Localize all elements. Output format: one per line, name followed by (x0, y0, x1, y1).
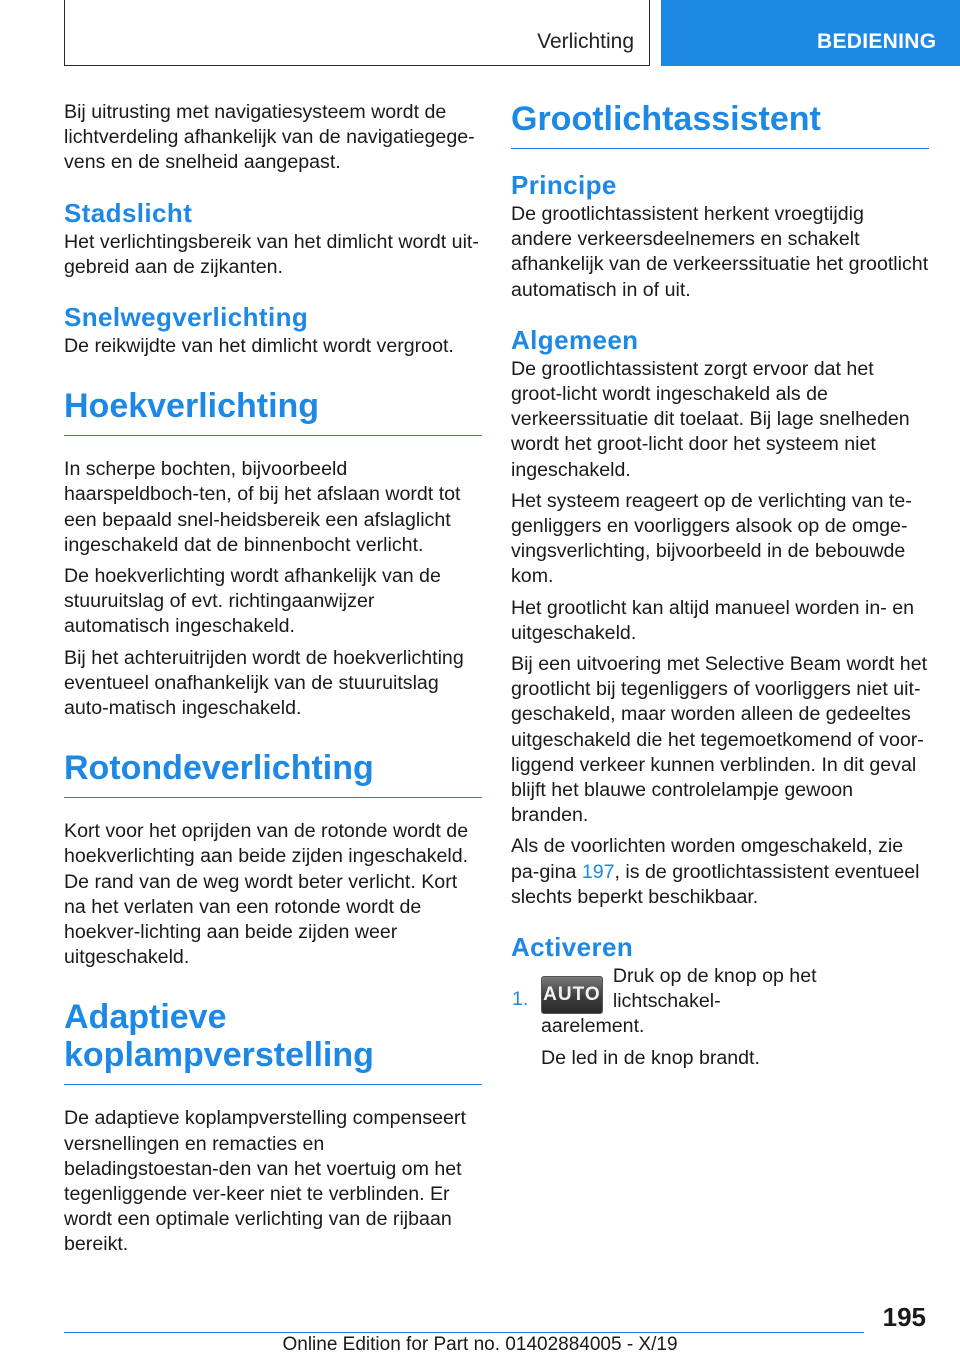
stadslicht-text: Het verlichtingsbereik van het dimlicht wordt uit-gebreid aan de zijkanten. (64, 230, 479, 278)
step-text-a: Druk op de knop op het lichtschakel- (612, 965, 817, 1013)
header-section-title: Verlichting (537, 30, 634, 53)
header-chapter-tab: BEDIENING (661, 0, 960, 66)
heading-line-1: Adaptieve (64, 998, 227, 1037)
step-line (541, 964, 929, 1014)
algemeen-paragraph-2: Het systeem reageert op de verlichting van te-genliggers en voorliggers alsook op de omge-vingsverlichting, bijvoorbeeld in de bebouwde kom. (511, 489, 912, 588)
left-column (64, 100, 482, 1264)
algemeen-paragraph-1: De grootlichtassistent zorgt ervoor dat het groot-licht wordt ingeschakeld als de verkeerssituatie dit toelaat. Bij lage snelheden wordt het groot-licht door het systeem niet ingeschakeld. (511, 357, 910, 481)
heading-activeren: Activeren (511, 932, 634, 963)
heading-stadslicht: Stadslicht (64, 197, 193, 228)
heading-principe: Principe (511, 170, 617, 200)
rotonde-text: Kort voor het oprijden van de rotonde wordt de hoekverlichting aan beide zijden ingeschakeld. De rand van de weg wordt beter verlicht. Kort na het verlaten van een rotonde wordt de hoekver-lichting aan beide zijden weer uitgeschakeld. (64, 820, 469, 969)
footer-edition: Online Edition for Part no. 01402884005 - X/19 (282, 1334, 678, 1355)
principe-text: De grootlichtassistent herkent vroegtijdig andere verkeersdeelnemers en schakelt afhankelijk van de verkeerssituatie het grootlicht automatisch in of uit. (511, 203, 929, 301)
right-column (511, 100, 929, 1077)
heading-hoekverlichting: Hoekverlichting (64, 387, 482, 436)
heading-grootlichtassistent: Grootlichtassistent (511, 100, 929, 149)
page-reference-link[interactable]: 197 (581, 860, 615, 883)
algemeen-paragraph-4: Bij een uitvoering met Selective Beam wordt het grootlicht bij tegenliggers of voorliggers niet uit-geschakeld, maar worden alleen de gedeeltes uitgeschakeld die het tegemoetkomend of voor-liggend verkeer kunnen verblinden. In dit geval blijft het blauwe controlelampje gewoon branden. (511, 653, 928, 827)
intro-paragraph: Bij uitrusting met navigatiesysteem wordt de lichtverdeling afhankelijk van de navigatiegege-vens en de snelheid aangepast. (64, 101, 475, 174)
step-text-b: aarelement. (541, 1015, 645, 1038)
algemeen-paragraph-3: Het grootlicht kan altijd manueel worden in- en uitgeschakeld. (511, 596, 914, 644)
hoek-paragraph-3: Bij het achteruitrijden wordt de hoekverlichting eventueel onafhankelijk van de stuuruitslag auto-matisch ingeschakeld. (64, 646, 464, 720)
heading-adaptieve-koplampverstelling (64, 998, 482, 1085)
step-1 (511, 964, 929, 1071)
hoek-paragraph-1: In scherpe bochten, bijvoorbeeld haarspeldboch-ten, of bij het afslaan wordt tot een bepaald snel-heidsbereik een afslaglicht ingeschakeld dat de binnenbocht verlicht. (64, 458, 461, 556)
p5-after: , is de grootlichtassistent eventueel slechts beperkt beschikbaar. (511, 860, 920, 908)
heading-snelwegverlichting: Snelwegverlichting (64, 302, 309, 333)
step-number: 1. (512, 988, 529, 1011)
snelweg-text: De reikwijdte van het dimlicht wordt vergroot. (64, 335, 454, 358)
adaptief-text: De adaptieve koplampverstelling compenseert versnellingen en remacties en beladingstoestan-den van het voertuig om het tegenliggende ver-keer niet te verblinden. Er wordt een optimale verlichting van de rijbaan bereikt. (64, 1107, 466, 1256)
hoek-paragraph-2: De hoekverlichting wordt afhankelijk van de stuuruitslag of evt. richtingaanwijzer automatisch ingeschakeld. (64, 565, 441, 638)
heading-algemeen: Algemeen (511, 324, 639, 355)
step-note: De led in de knop brandt. (541, 1046, 760, 1069)
auto-button-icon: AUTO (541, 976, 603, 1014)
footer-divider (64, 1332, 864, 1333)
algemeen-paragraph-5 (511, 834, 929, 910)
heading-line-2: koplampverstelling (64, 1036, 374, 1075)
p5-before: Als de voorlichten worden omgeschakeld, zie pa-gina (511, 835, 904, 883)
page-number: 195 (882, 1302, 926, 1332)
heading-rotondeverlichting: Rotondeverlichting (64, 749, 482, 798)
